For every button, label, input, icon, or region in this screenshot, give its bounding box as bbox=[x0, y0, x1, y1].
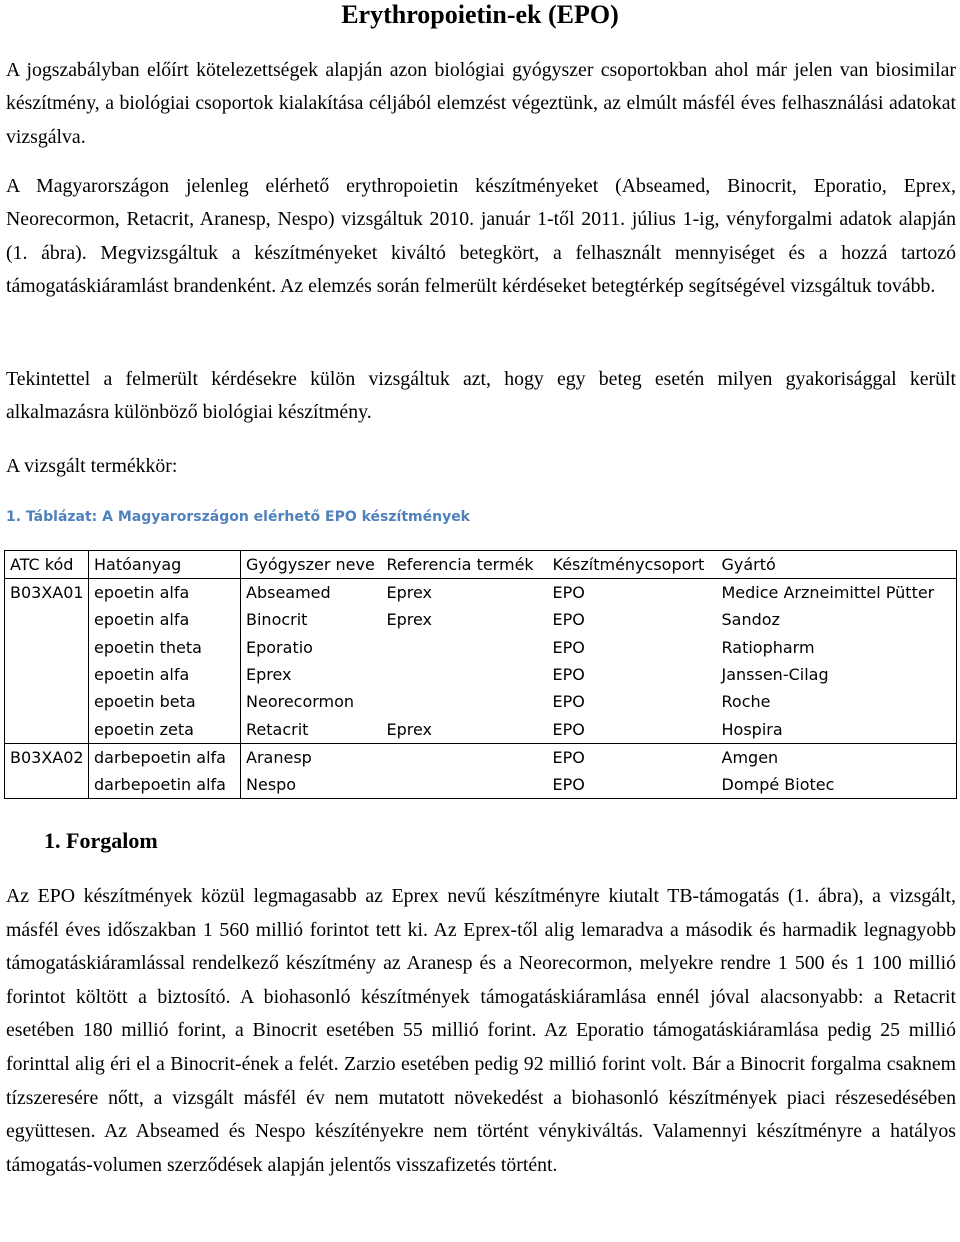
cell-manufacturer: Janssen-Cilag bbox=[721, 665, 829, 685]
cell-atc: B03XA02 bbox=[5, 743, 89, 771]
intro-paragraph: A jogszabályban előírt kötelezettségek alapján azon biológiai gyógyszer csoportokban ahol már jelen van biosimilar készítmény, a biológiai csoportok kialakítása céljából elemzést végeztünk, az elmúlt másfél éves felhasználási adatokat vizsgálva. bbox=[6, 59, 956, 148]
cell-ingredient: darbepoetin alfa bbox=[89, 743, 241, 771]
cell-product: Neorecormon bbox=[246, 692, 355, 712]
cell-reference bbox=[382, 688, 548, 715]
cell-manufacturer: Medice Arzneimittel Pütter bbox=[717, 579, 957, 607]
turnover-paragraph: Az EPO készítmények közül legmagasabb az Eprex nevű készítményre kiutalt TB-támogatás (1. ábra), a vizsgált, másfél éves időszakban 1 560 millió forintot tett ki. Az Eprex-től alig lemaradva a második és harmadik legnagyobb támogatáskiáramlással rendelkező készítmény az Aranesp és a Neorecormon, melyekre rendre 1 500 és 1 100 millió forintot költött a biztosító. A biohasonló készítmények támogatáskiáramlása ennél jóval alacsonyabb: a Retacrit esetében 180 millió forint, a Binocrit esetében 55 millió forint. Az Eporatio támogatáskiáramlása pedig 25 millió forinttal alig éri el a Binocrit-ének a felét. Zarzio esetében pedig 92 millió forint volt. Bár a Binocrit forgalma csaknem tízszeresére nőtt, a vizsgált másfél év nem mutatott növekedést a biohasonló készítmények piaci részesedésében együttesen. Az Abseamed és Nespo készítényekre nem történt vénykiváltás. Valamennyi készítményre a hatályos támogatás-volumen szerződések alapján jelentős visszafizetés történt. bbox=[6, 885, 956, 1176]
table-row bbox=[5, 579, 957, 607]
cell-reference bbox=[382, 661, 548, 688]
cell-ingredient: epoetin alfa bbox=[89, 579, 241, 607]
cell-manufacturer: Hospira bbox=[721, 719, 783, 739]
cell-ingredient: epoetin alfa bbox=[89, 606, 241, 633]
cell-product: Retacrit bbox=[246, 719, 309, 739]
cell-reference: Eprex bbox=[386, 719, 433, 739]
cell-atc bbox=[5, 771, 89, 799]
cell-group: EPO bbox=[552, 719, 585, 739]
cell-product: Binocrit bbox=[246, 610, 308, 630]
cell-reference: Eprex bbox=[386, 610, 433, 630]
cell-manufacturer: Roche bbox=[721, 692, 771, 712]
cell-ingredient: epoetin beta bbox=[89, 688, 241, 715]
header-atc: ATC kód bbox=[5, 551, 89, 579]
table-row bbox=[5, 688, 957, 715]
cell-atc bbox=[5, 634, 89, 661]
cell-manufacturer: Amgen bbox=[717, 743, 957, 771]
cell-group: EPO bbox=[548, 579, 717, 607]
table-row bbox=[5, 606, 957, 633]
cell-atc: B03XA01 bbox=[5, 579, 89, 607]
table-header-row bbox=[5, 551, 957, 579]
cell-manufacturer: Ratiopharm bbox=[721, 637, 815, 657]
cell-product: Abseamed bbox=[241, 579, 382, 607]
cell-ingredient: darbepoetin alfa bbox=[89, 771, 241, 799]
cell-product: Eprex bbox=[246, 665, 292, 685]
cell-group: EPO bbox=[552, 692, 585, 712]
header-reference: Referencia termék bbox=[382, 551, 548, 579]
header-group: Készítménycsoport bbox=[548, 551, 717, 579]
table-row bbox=[5, 715, 957, 743]
cell-ingredient: epoetin alfa bbox=[89, 661, 241, 688]
cell-atc bbox=[5, 606, 89, 633]
table-row bbox=[5, 634, 957, 661]
header-manufacturer: Gyártó bbox=[717, 551, 957, 579]
cell-group: EPO bbox=[552, 665, 585, 685]
section-heading: 1. Forgalom bbox=[44, 828, 158, 853]
table-caption: 1. Táblázat: A Magyarországon elérhető EPO készítmények bbox=[6, 509, 470, 525]
cell-manufacturer: Dompé Biotec bbox=[721, 775, 835, 795]
cell-atc bbox=[5, 688, 89, 715]
cell-reference bbox=[382, 743, 548, 771]
cell-product: Nespo bbox=[246, 775, 297, 795]
table-row bbox=[5, 743, 957, 771]
cell-group: EPO bbox=[548, 743, 717, 771]
cell-atc bbox=[5, 715, 89, 743]
document-title: Erythropoietin-ek (EPO) bbox=[341, 0, 619, 29]
cell-group: EPO bbox=[552, 637, 585, 657]
cell-atc bbox=[5, 661, 89, 688]
cell-ingredient: epoetin zeta bbox=[89, 715, 241, 743]
scope-paragraph: A Magyarországon jelenleg elérhető erythropoietin készítményeket (Abseamed, Binocrit, Eporatio, Eprex, Neorecormon, Retacrit, Aranesp, Nespo) vizsgáltuk 2010. január 1-től 2011. július 1-ig, vényforgalmi adatok alapján (1. ábra). Megvizsgáltuk a készítményeket kiváltó betegkört, a felhasznált mennyiséget és a hozzá tartozó támogatáskiáramlást brandenként. Az elemzés során felmerült kérdéseket betegtérkép segítségével vizsgáltuk tovább. bbox=[6, 175, 956, 298]
table-row bbox=[5, 661, 957, 688]
cell-reference bbox=[382, 771, 548, 799]
epo-products-table bbox=[4, 550, 957, 799]
header-ingredient: Hatóanyag bbox=[89, 551, 241, 579]
cell-reference bbox=[382, 634, 548, 661]
question-paragraph: Tekintettel a felmerült kérdésekre külön vizsgáltuk azt, hogy egy beteg esetén milyen gyakorisággal került alkalmazásra különböző biológiai készítmény. bbox=[6, 368, 956, 423]
product-scope-label: A vizsgált termékkör: bbox=[6, 455, 178, 477]
cell-product: Aranesp bbox=[241, 743, 382, 771]
cell-product: Eporatio bbox=[246, 637, 313, 657]
cell-group: EPO bbox=[552, 775, 585, 795]
header-product: Gyógyszer neve bbox=[241, 551, 382, 579]
cell-manufacturer: Sandoz bbox=[721, 610, 780, 630]
cell-reference: Eprex bbox=[382, 579, 548, 607]
cell-group: EPO bbox=[552, 610, 585, 630]
cell-ingredient: epoetin theta bbox=[89, 634, 241, 661]
table-row bbox=[5, 771, 957, 799]
